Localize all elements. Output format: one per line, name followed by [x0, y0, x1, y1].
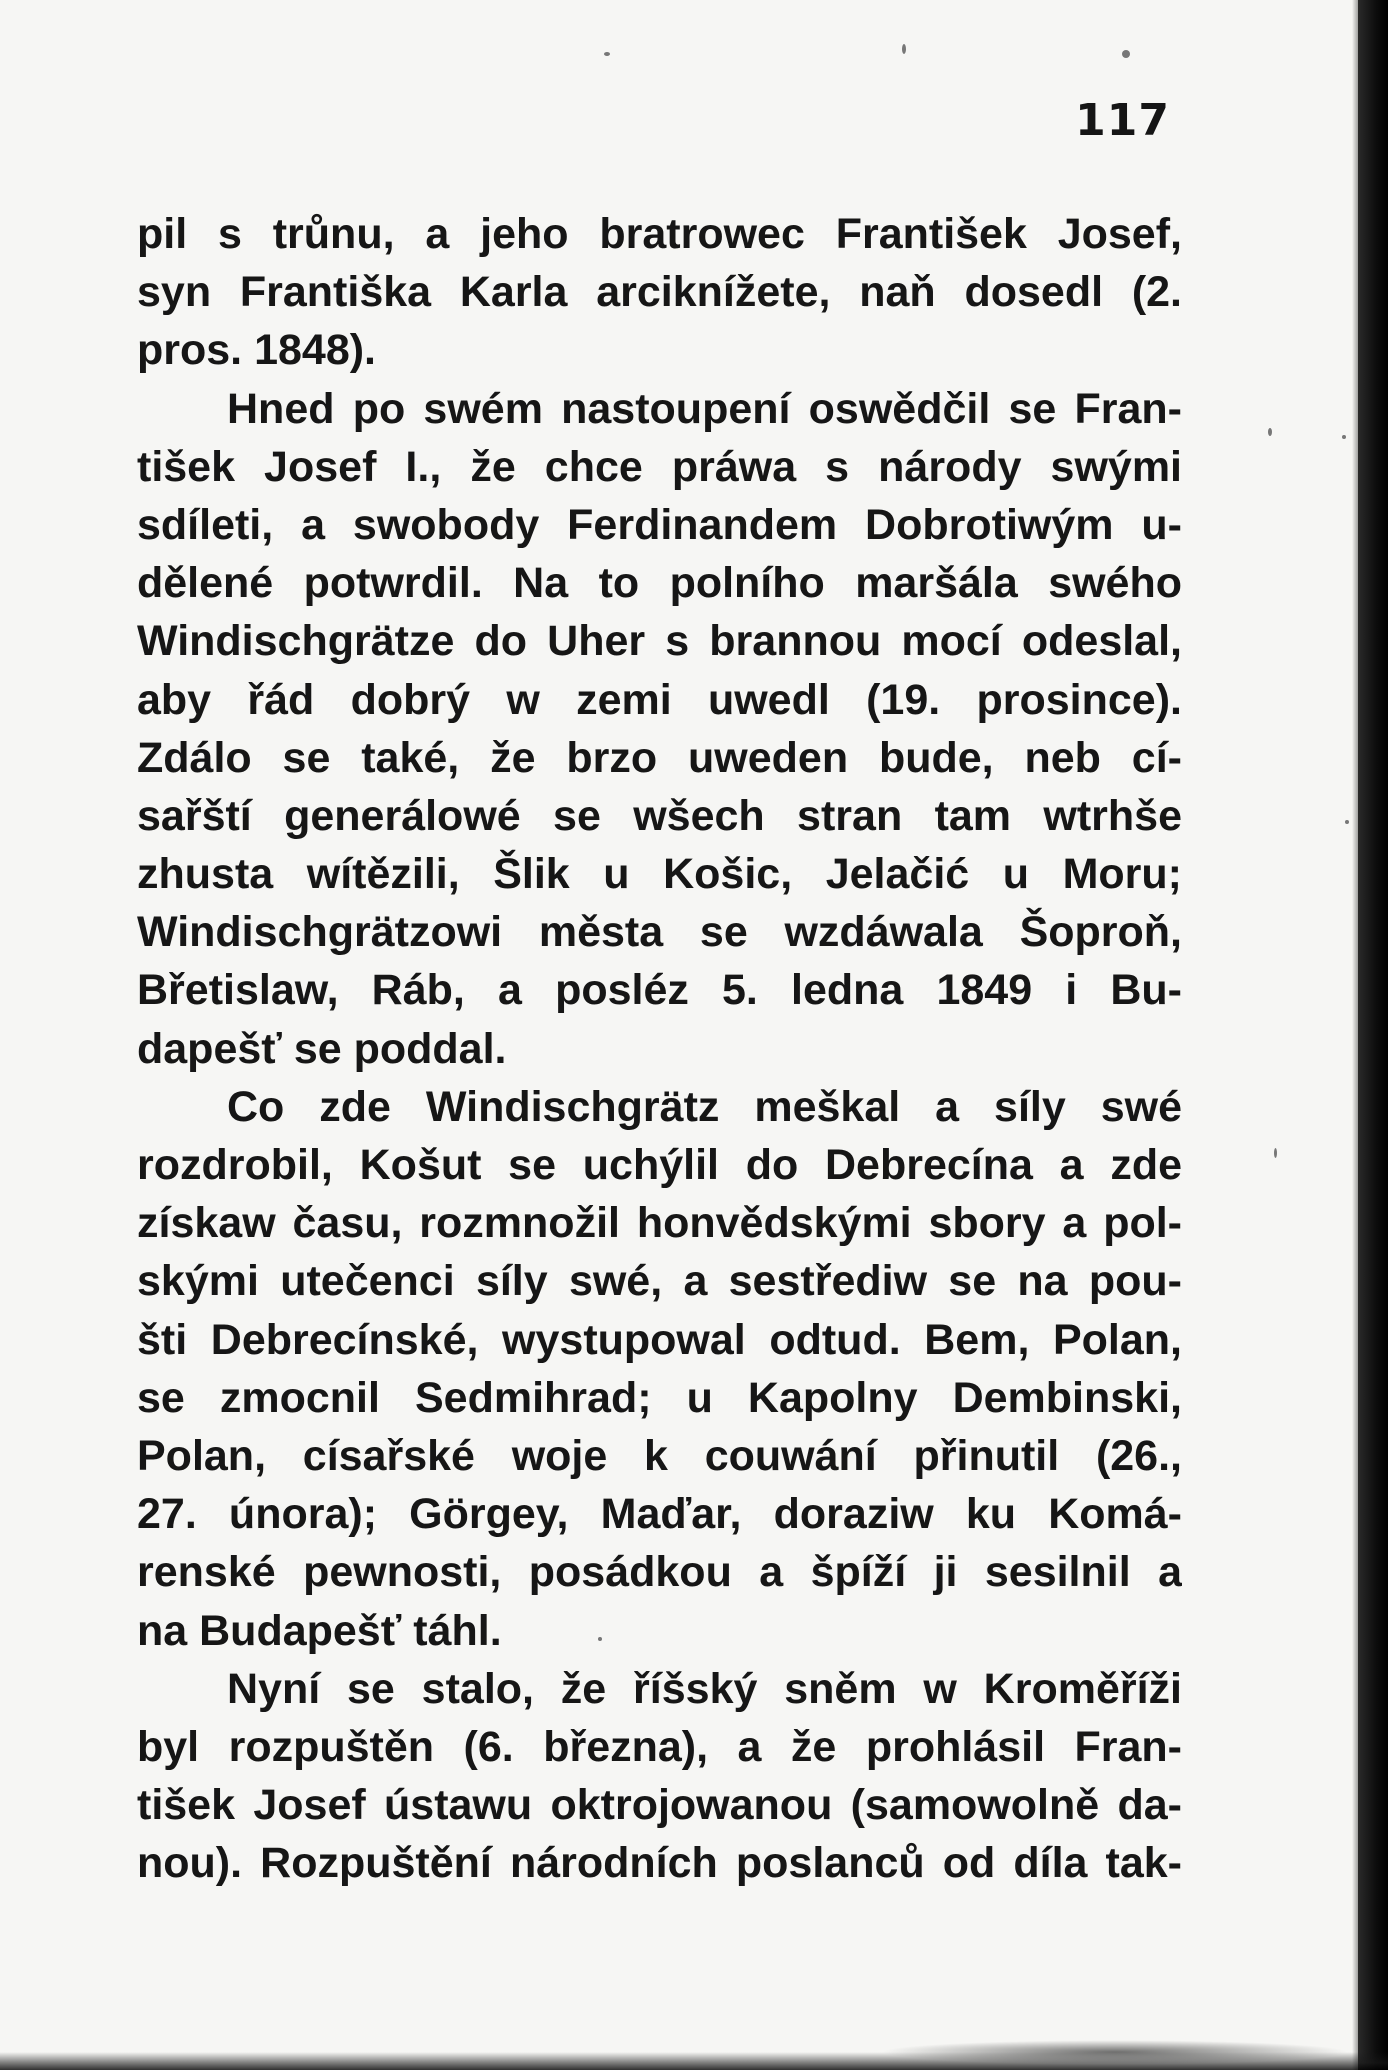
- text-line: sdíleti, a swobody Ferdinandem Dobrotiwým u-: [137, 500, 1182, 549]
- text-line: 27. února); Görgey, Maďar, doraziw ku Komá-: [137, 1490, 1182, 1539]
- scan-speck: [1268, 428, 1272, 436]
- text-line: Polan, císařské woje k couwání přinutil (26.,: [137, 1431, 1182, 1480]
- text-line: dělené potwrdil. Na to polního maršála swého: [137, 559, 1182, 608]
- text-line: zhusta wítězili, Šlik u Košic, Jelačić u Moru;: [137, 850, 1182, 899]
- scan-speck: [604, 52, 610, 56]
- text-line: se zmocnil Sedmihrad; u Kapolny Dembinski,: [137, 1373, 1182, 1422]
- text-line: rozdrobil, Košut se uchýlil do Debrecína a zde: [137, 1141, 1182, 1189]
- text-line: tišek Josef I., že chce práwa s národy swými: [137, 442, 1182, 491]
- scan-speck: [1122, 50, 1130, 58]
- text-line: Zdálo se také, že brzo uweden bude, neb cí-: [137, 733, 1182, 782]
- text-line: nou). Rozpuštění národních poslanců od díla tak-: [137, 1839, 1182, 1888]
- text-line: Windischgrätzowi města se wzdáwala Šoproň,: [137, 908, 1182, 957]
- text-line: šti Debrecínské, wystupowal odtud. Bem, Polan,: [137, 1315, 1182, 1364]
- scan-speck: [902, 44, 906, 54]
- scan-speck: [1274, 1148, 1277, 1158]
- text-line: Břetislaw, Ráb, a posléz 5. ledna 1849 i Bu-: [137, 966, 1182, 1015]
- text-line: Nyní se stalo, že říšský sněm w Kroměříži: [227, 1664, 1182, 1713]
- text-line: pros. 1848).: [137, 326, 376, 375]
- text-line: Windischgrätze do Uher s brannou mocí odeslal,: [137, 617, 1182, 666]
- scan-speck: [1342, 435, 1346, 439]
- text-line: aby řád dobrý w zemi uwedl (19. prosince).: [137, 675, 1182, 724]
- text-line: tišek Josef ústawu oktrojowanou (samowolně da-: [137, 1781, 1182, 1830]
- text-line: skými utečenci síly swé, a sestřediw se na pou-: [137, 1257, 1182, 1306]
- text-line: Co zde Windischgrätz meškal a síly swé: [227, 1082, 1182, 1131]
- scan-smudge: [880, 2040, 1350, 2064]
- text-line: na Budapešť táhl.: [137, 1606, 502, 1655]
- text-line: renské pewnosti, posádkou a špíží ji sesilnil a: [137, 1548, 1182, 1597]
- text-line: sařští generálowé se wšech stran tam wtrhše: [137, 791, 1182, 840]
- body-text: [137, 205, 1182, 1892]
- text-line: pil s trůnu, a jeho bratrowec František Josef,: [137, 210, 1182, 258]
- page-number: 117: [1075, 95, 1170, 146]
- text-line: syn Františka Karla arciknížete, naň dosedl (2.: [137, 268, 1182, 317]
- text-line: byl rozpuštěn (6. března), a že prohlásil Fran-: [137, 1722, 1182, 1771]
- scan-speck: [1345, 820, 1349, 824]
- text-line: Hned po swém nastoupení oswědčil se Fran-: [227, 384, 1182, 433]
- scan-border-right: [1358, 0, 1388, 2070]
- text-line: získaw času, rozmnožil honvědskými sbory a pol-: [137, 1199, 1182, 1248]
- text-line: dapešť se poddal.: [137, 1024, 507, 1073]
